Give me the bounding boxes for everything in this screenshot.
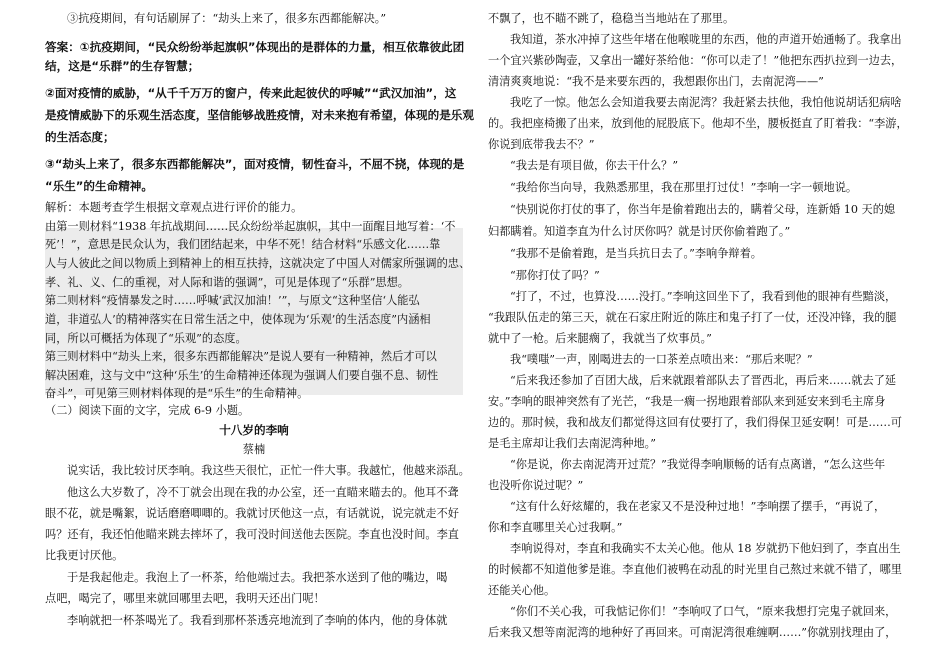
answer-line: “乐生”的生命精神。 (45, 179, 153, 193)
story-line: 也没听你说过呢？” (488, 479, 584, 492)
story-line: 就中了一枪。后来腿瘸了，我就当了炊事员。” (488, 332, 712, 345)
analysis-line: 死’！”，意思是民众认为，我们团结起来，中华不死！结合材料“乐感文化……靠 (45, 238, 441, 251)
story-line: 清清爽爽地说：“我不是来要东西的，我想跟你出门，去南泥湾——” (488, 75, 824, 88)
story-line: 妇都瞒着。知道李直为什么讨厌你吗？就是讨厌你偷着跑了。” (488, 225, 791, 238)
story-line: 于是我起他走。我泡上了一杯茶，给他端过去。我把茶水送到了他的嘴边，喝 (67, 571, 448, 584)
story-line: 李响就把一杯茶喝光了。我看到那杯茶透亮地流到了李响的体内，他的身体就 (67, 614, 448, 627)
story-line: “那你打仗了吗？” (510, 269, 600, 282)
story-line: “这有什么好炫耀的，我在老家又不是没种过地！”李响摆了摆手，“再说了， (510, 500, 886, 513)
story-line: 吗？还有，我还怕他瞄来跳去摔坏了，我可没时间送他去医院。李直也没时间。李直 (45, 528, 459, 541)
analysis-line: 孝、礼、义、仁的重视，对人际和谐的强调”，可见是体现了“乐群”思想。 (45, 276, 409, 289)
story-line: “后来我还参加了百团大战，后来就跟着部队去了晋西北，再后来……就去了延 (510, 374, 897, 387)
analysis-line: 道，非道弘人’的精神落实在日常生活之中，使体现为‘乐观’的生活态度”内涵相 (45, 313, 431, 326)
story-line: “我那不是偷着跑，是当兵抗日去了。”李响争辩着。 (510, 247, 762, 260)
story-line: “我去是有项目做，你去干什么？” (510, 159, 679, 172)
analysis-line: 解析：本题考查学生根据文章观点进行评价的能力。 (45, 201, 303, 214)
story-line: 后来我又想等南泥湾的地种好了再回来。可南泥湾很难缠啊……”你就别找理由了， (488, 626, 897, 639)
story-line: 你说到底带我去不？” (488, 138, 595, 151)
answer-line: 的生活态度； (45, 130, 115, 144)
story-line: 说实话，我比较讨厌李响。我这些天很忙，正忙一件大事。我越忙，他越来添乱。 (67, 464, 470, 477)
story-line: 李响说得对，李直和我确实不太关心他。他从 18 岁就扔下他妇到了，李直出生 (510, 542, 901, 555)
story-author: 蔡楠 (242, 443, 266, 456)
answer-line: ②面对疫情的威胁，“从千千万万的窗户，传来此起彼伏的呼喊”“武汉加油”，这 (45, 86, 457, 100)
story-line: 的时候都不知道他爹是谁。李直他们被鸭在动乱的时光里自己熬过来就不错了，哪里 (488, 563, 902, 576)
analysis-line: 奋斗”，可见第三则材料体现的是“乐生”的生命精神。 (45, 387, 309, 400)
story-line: 比我更讨厌他。 (45, 549, 124, 562)
story-line: 你和李直哪里关心过我啊。” (488, 521, 623, 534)
story-line: 还能关心他。 (488, 584, 556, 597)
story-line: 的。我把座椅搬了出来，放到他的屁股底下。他却不坐，腰板挺直了盯着我：“李游， (488, 117, 908, 130)
section-intro: （二）阅读下面的文字，完成 6-9 小题。 (45, 404, 250, 417)
story-line: “你是说，你去南泥湾开过荒？”我觉得李响顺畅的话有点离谱，“怎么这些年 (510, 458, 886, 471)
answer-line: 是疫情威胁下的乐观生活态度，坚信能够战胜疫情，对未来抱有希望，体现的是乐观 (45, 108, 474, 122)
analysis-line: 解决困难，这与文中“这种‘乐生’的生命精神还体现为强调人们要自强不息、韧性 (45, 369, 439, 382)
story-line: “你们不关心我，可我惦记你们！”李响叹了口气，“原来我想打完鬼子就回来， (510, 605, 897, 618)
story-line: 点吧，喝完了，哪里来就回哪里去吧，我明天还出门呢！ (45, 592, 325, 605)
story-line: 边的。那时候，我和战友们都觉得这回有仗要打了，我们得保卫延安啊！可是……可 (488, 416, 902, 429)
item-3-text: ③抗疫期间，有句话刷屏了：“劫头上来了，很多东西都能解决。” (67, 12, 387, 25)
analysis-line: 人与人彼此之间以物质上到精神上的相互扶持，这就决定了中国人对儒家所强调的忠、 (45, 257, 471, 270)
answer-line: ③“劫头上来了，很多东西都能解决”，面对疫情，韧性奋斗，不屈不挠，体现的是 (45, 157, 465, 171)
story-line: 我“噗嗤”一声，刚喝进去的一口茶差点喷出来：“那后来呢？” (510, 353, 813, 366)
story-line: 不飘了，也不瞄不跳了，稳稳当当地站在了那里。 (488, 12, 735, 25)
analysis-line: 同，所以可概括为体现了“乐观”的态度。 (45, 332, 247, 345)
story-line: “我跟队伍走的第三天，就在石家庄附近的陈庄和鬼子打了一仗，还没冲锋，我的腿 (488, 311, 897, 324)
story-line: 一个宜兴紫砂陶壶，又拿出一罐好茶给他：“你可以走了！”他把东西扒拉到一边去， (488, 54, 903, 67)
story-line: “我给你当向导，我熟悉那里，我在那里打过仗！”李响一字一顿地说。 (510, 181, 858, 194)
story-line: 是毛主席却让我们去南泥湾种地。” (488, 437, 656, 450)
story-line: 眼不花，就是嘴絮，说话磨磨唧唧的。我就讨厌他这一点，有话就说，说完就走不好 (45, 507, 459, 520)
story-line: 安。”李响的眼神突然有了光芒，“我是一瘸一拐地跟着部队来到延安来到毛主席身 (488, 395, 886, 408)
story-line: “打了，不过，也算没……没打。”李响这回坐下了，我看到他的眼神有些黯淡， (510, 290, 897, 303)
answer-line: 结，这是“乐群”的生存智慧； (45, 59, 200, 73)
analysis-line: 第二则材料“疫情暴发之时……呼喊‘武汉加油！’”，与原文“这种坚信‘人能弘 (45, 294, 420, 307)
story-line: 他这么大岁数了，冷不丁就会出现在我的办公室，还一直瞄来瞄去的。他耳不聋 (67, 486, 459, 499)
story-line: 我知道，茶水冲掉了这些年堵在他喉咙里的东西，他的声道开始通畅了。我拿出 (510, 33, 902, 46)
analysis-line: 第三则材料中“劫头上来，很多东西都能解决”是说人要有一种精神，然后才可以 (45, 350, 437, 363)
analysis-line: 由第一则材料“1938 年抗战期间……民众纷纷举起旗帜，其中一面醒目地写着：‘不 (45, 220, 456, 233)
story-line: 我吃了一惊。他怎么会知道我要去南泥湾？我赶紧去扶他，我怕他说胡话犯病啥 (510, 96, 902, 109)
answer-line: 答案：①抗疫期间，“民众纷纷举起旗帜”体现出的是群体的力量，相互依靠彼此团 (45, 40, 465, 54)
story-title: 十八岁的李响 (219, 423, 289, 437)
story-line: “快别说你打仗的事了，你当年是偷着跑出去的，瞒着父母，连新婚 10 天的媳 (510, 203, 896, 216)
